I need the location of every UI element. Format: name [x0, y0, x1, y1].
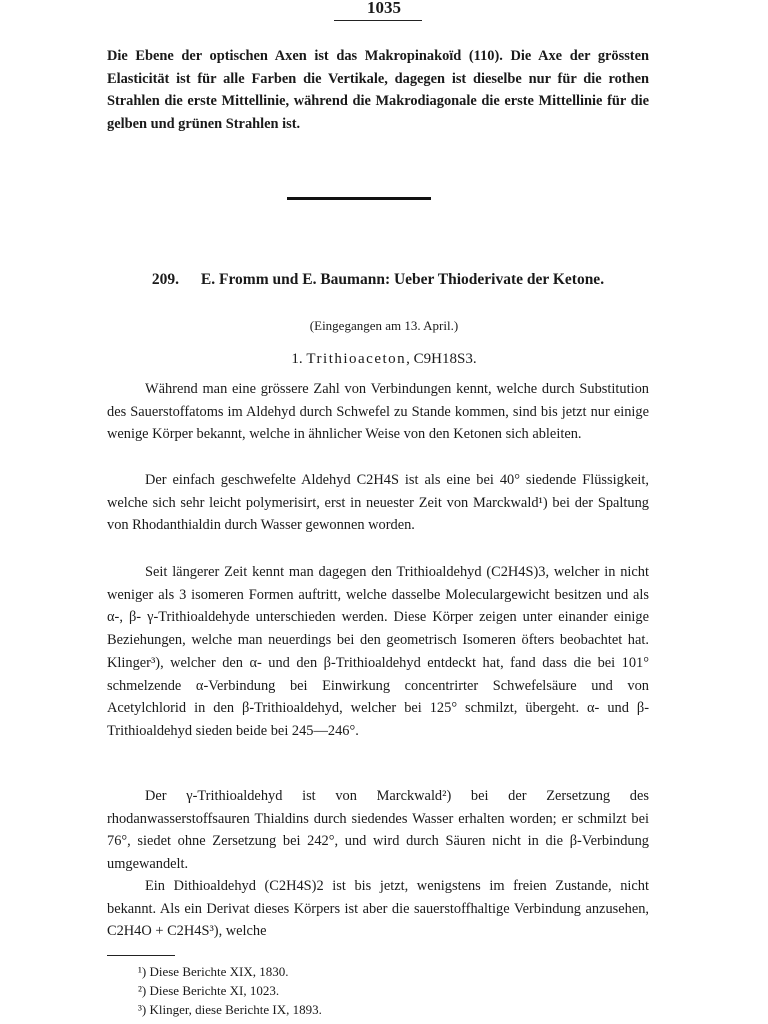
footnote-rule: [107, 955, 175, 956]
article-number: 209.: [151, 271, 180, 288]
section-formula: C9H18S3.: [413, 351, 477, 367]
section-divider: [287, 197, 431, 200]
header-rule: [334, 20, 422, 21]
article-title: [107, 268, 649, 291]
intro-paragraph: Die Ebene der optischen Axen ist das Makropinakoïd (110). Die Axe der grössten Elasticität ist für alle Farben die Vertikale, dagegen ist dieselbe nur für die rothen Strahlen die erste Mittellinie, während die Makrodiagonale die erste Mittellinie für die gelben und grünen Strahlen ist.: [107, 48, 649, 133]
body-paragraph: Der einfach geschwefelte Aldehyd C2H4S ist als eine bei 40° siedende Flüssigkeit, welche sich sehr leicht polymerisirt, erst in neuester Zeit von Marckwald¹) bei der Spaltung von Rhodanthialdin durch Wasser gewonnen worden.: [107, 472, 649, 534]
article-title-text: E. Fromm und E. Baumann: Ueber Thioderivate der Ketone.: [200, 271, 605, 288]
footnote: ²) Diese Berichte XI, 1023.: [138, 983, 280, 998]
body-paragraph: Ein Dithioaldehyd (C2H4S)2 ist bis jetzt, wenigstens im freien Zustande, nicht bekannt. Als ein Derivat dieses Körpers ist aber die sauerstoffhaltige Verbindung anzusehen, C2H4O + C2H4S³), welche: [107, 878, 649, 940]
section-prefix: 1.: [291, 351, 303, 367]
footnote: ¹) Diese Berichte XIX, 1830.: [138, 964, 289, 979]
body-paragraph: Während man eine grössere Zahl von Verbindungen kennt, welche durch Substitution des Sauerstoffatoms im Aldehyd durch Schwefel zu Stande kommen, sind bis jetzt nur einige wenige Körper bekannt, welche in ähnlicher Weise von den Ketonen sich ableiten.: [107, 381, 649, 443]
section-heading: 1. Trithioaceton, C9H18S3.: [291, 351, 477, 367]
section-name: Trithioaceton: [306, 351, 407, 367]
body-paragraph: Seit längerer Zeit kennt man dagegen den Trithioaldehyd (C2H4S)3, welcher in nicht weniger als 3 isomeren Formen auftritt, welche dasselbe Moleculargewicht besitzen und als α-, β- γ-Trithioaldehyde unterschieden werden. Diese Körper zeigen unter einander einige Beziehungen, welche man neuerdings bei den geometrisch Isomeren öfters beobachtet hat. Klinger³), welcher den α- und den β-Trithioaldehyd entdeckt hat, fand dass die bei 101° schmelzende α-Verbindung bei Einwirkung concentrirter Schwefelsäure und von Acetylchlorid in den β-Trithioaldehyd, welcher bei 125° schmilzt, übergeht. α- und β-Trithioaldehyd sieden beide bei 245—246°.: [107, 564, 649, 739]
received-date: (Eingegangen am 13. April.): [309, 318, 459, 333]
page-number: 1035: [367, 0, 401, 17]
footnotes: [138, 962, 322, 1019]
body-paragraph: Der γ-Trithioaldehyd ist von Marckwald²) bei der Zersetzung des rhodanwasserstoffsauren Thialdins durch siedendes Wasser erhalten worden; er schmilzt bei 76°, siedet ohne Zersetzung bei 242°, und wird durch Säuren nicht in die β-Verbindung umgewandelt.: [107, 788, 649, 873]
footnote: ³) Klinger, diese Berichte IX, 1893.: [138, 1002, 322, 1017]
